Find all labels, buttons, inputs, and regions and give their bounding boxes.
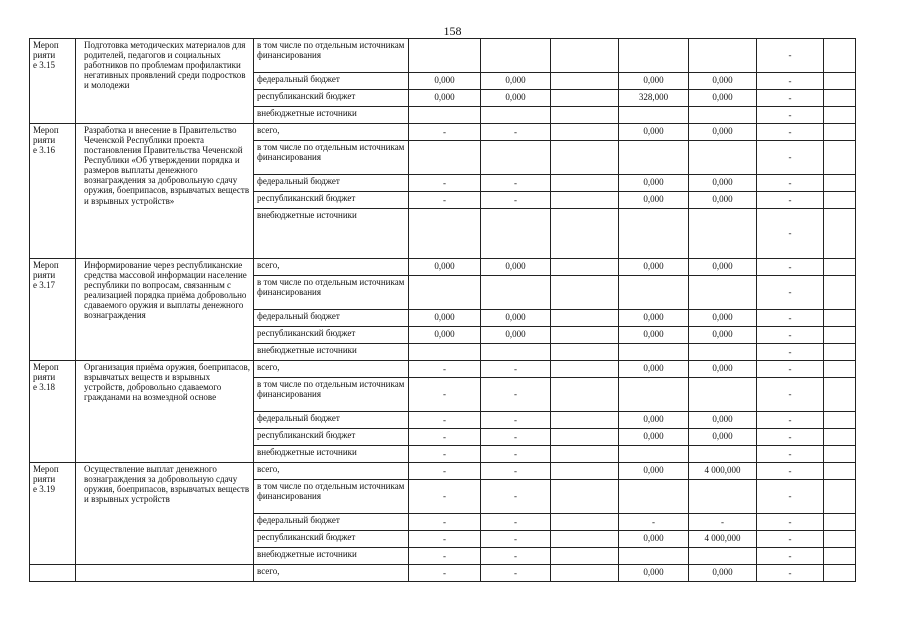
measure-description: Информирование через республиканские средства массовой информации население республики по вопросам, связанным с реализацией порядка приёма добровольно сдаваемого оружия и выплаты денежного вознаграждения [76,259,254,361]
value-cell: - [757,463,824,480]
value-cell [551,192,619,209]
value-cell: 0,000 [409,90,481,107]
funding-source: внебюджетные источники [254,209,409,259]
value-cell: 0,000 [619,259,689,276]
value-cell: 4 000,000 [689,531,757,548]
value-cell [689,276,757,310]
value-cell: 0,000 [689,192,757,209]
value-cell: - [409,531,481,548]
measure-description [76,565,254,582]
table-body [30,39,856,582]
value-cell [824,107,856,124]
value-cell: - [757,327,824,344]
value-cell [481,276,551,310]
value-cell [619,378,689,412]
value-cell: - [757,531,824,548]
value-cell [551,378,619,412]
funding-source: в том числе по отдельным источникам финансирования [254,141,409,175]
value-cell [824,259,856,276]
value-cell: - [409,378,481,412]
value-cell [824,276,856,310]
value-cell [551,463,619,480]
value-cell: - [619,514,689,531]
value-cell: 0,000 [619,463,689,480]
value-cell [551,141,619,175]
value-cell: - [409,412,481,429]
funding-source: всего, [254,463,409,480]
value-cell [824,446,856,463]
value-cell [619,548,689,565]
value-cell [551,480,619,514]
value-cell [824,192,856,209]
budget-table [29,38,856,582]
value-cell: 0,000 [619,565,689,582]
funding-source: федеральный бюджет [254,412,409,429]
value-cell: - [481,412,551,429]
measure-description: Подготовка методических материалов для родителей, педагогов и социальных работников по проблемам профилактики негативных проявлений среди подростков и молодежи [76,39,254,124]
value-cell: - [757,209,824,259]
value-cell [619,107,689,124]
value-cell: - [481,565,551,582]
value-cell: - [757,276,824,310]
value-cell [689,209,757,259]
value-cell [689,446,757,463]
value-cell [551,565,619,582]
value-cell [551,361,619,378]
value-cell: - [409,124,481,141]
value-cell [689,39,757,73]
value-cell: - [481,480,551,514]
value-cell: 0,000 [619,327,689,344]
value-cell: 0,000 [689,565,757,582]
value-cell: - [757,412,824,429]
value-cell [619,480,689,514]
value-cell [824,141,856,175]
value-cell: - [409,175,481,192]
value-cell: - [409,361,481,378]
value-cell [551,514,619,531]
value-cell: - [757,378,824,412]
value-cell [551,73,619,90]
value-cell [824,480,856,514]
value-cell [551,446,619,463]
table-row [30,361,856,378]
value-cell [551,548,619,565]
value-cell [824,565,856,582]
value-cell [551,124,619,141]
funding-source: внебюджетные источники [254,446,409,463]
value-cell [481,141,551,175]
value-cell: 0,000 [409,310,481,327]
value-cell [551,39,619,73]
value-cell [481,107,551,124]
value-cell [824,378,856,412]
value-cell: - [409,463,481,480]
value-cell [551,531,619,548]
funding-source: республиканский бюджет [254,429,409,446]
value-cell [824,73,856,90]
value-cell: - [757,90,824,107]
value-cell: 0,000 [481,259,551,276]
value-cell [824,412,856,429]
value-cell: - [757,259,824,276]
value-cell [824,531,856,548]
table-row [30,259,856,276]
value-cell [551,175,619,192]
value-cell [409,107,481,124]
value-cell: - [481,378,551,412]
value-cell [409,141,481,175]
value-cell [551,107,619,124]
value-cell [824,429,856,446]
value-cell: 0,000 [619,192,689,209]
value-cell: - [757,548,824,565]
value-cell: - [757,514,824,531]
funding-source: в том числе по отдельным источникам финансирования [254,480,409,514]
value-cell: 0,000 [481,310,551,327]
value-cell [551,429,619,446]
funding-source: внебюджетные источники [254,548,409,565]
value-cell [551,209,619,259]
value-cell [619,276,689,310]
value-cell: 0,000 [481,73,551,90]
value-cell [689,344,757,361]
value-cell [824,310,856,327]
value-cell: - [757,192,824,209]
value-cell [619,141,689,175]
table-row [30,565,856,582]
measure-code: Мероп рияти е 3.15 [30,39,76,124]
measure-code [30,565,76,582]
value-cell: - [757,124,824,141]
measure-code: Мероп рияти е 3.18 [30,361,76,463]
funding-source: республиканский бюджет [254,90,409,107]
value-cell [481,39,551,73]
value-cell: - [481,361,551,378]
value-cell: - [409,514,481,531]
value-cell: - [409,565,481,582]
value-cell [824,344,856,361]
value-cell [551,276,619,310]
value-cell: - [409,480,481,514]
value-cell: - [481,531,551,548]
funding-source: всего, [254,124,409,141]
funding-source: внебюджетные источники [254,107,409,124]
value-cell [689,141,757,175]
value-cell [551,327,619,344]
funding-source: в том числе по отдельным источникам финансирования [254,39,409,73]
value-cell: 0,000 [689,327,757,344]
value-cell: 0,000 [689,124,757,141]
funding-source: внебюджетные источники [254,344,409,361]
funding-source: федеральный бюджет [254,175,409,192]
value-cell: - [757,565,824,582]
value-cell [481,344,551,361]
value-cell: 0,000 [619,531,689,548]
value-cell [824,124,856,141]
value-cell: - [757,480,824,514]
value-cell: 4 000,000 [689,463,757,480]
value-cell: - [757,175,824,192]
funding-source: федеральный бюджет [254,310,409,327]
value-cell: - [481,124,551,141]
value-cell: - [689,514,757,531]
funding-source: республиканский бюджет [254,531,409,548]
funding-source: республиканский бюджет [254,192,409,209]
measure-description: Осуществление выплат денежного вознаграждения за добровольную сдачу оружия, боеприпасов, взрывчатых веществ и взрывных устройств [76,463,254,565]
value-cell: - [481,429,551,446]
value-cell: - [481,175,551,192]
funding-source: республиканский бюджет [254,327,409,344]
value-cell: - [409,548,481,565]
value-cell [551,344,619,361]
value-cell: - [481,192,551,209]
value-cell: 0,000 [481,327,551,344]
value-cell: 0,000 [689,90,757,107]
value-cell [689,107,757,124]
funding-source: федеральный бюджет [254,514,409,531]
measure-code: Мероп рияти е 3.19 [30,463,76,565]
value-cell: - [409,429,481,446]
funding-source: всего, [254,361,409,378]
value-cell [824,175,856,192]
table-row [30,124,856,141]
value-cell: - [409,192,481,209]
value-cell [619,446,689,463]
value-cell: 0,000 [409,259,481,276]
value-cell: - [757,107,824,124]
funding-source: всего, [254,259,409,276]
value-cell [824,39,856,73]
value-cell [619,344,689,361]
measure-description: Разработка и внесение в Правительство Чеченской Республики проекта постановления Правительства Чеченской Республики «Об утверждении порядка и размеров выплаты денежного вознаграждения за добровольную сдачу оружия, боеприпасов, взрывчатых веществ и взрывных устройств» [76,124,254,259]
value-cell [824,90,856,107]
value-cell [824,327,856,344]
value-cell: 328,000 [619,90,689,107]
value-cell: 0,000 [409,73,481,90]
table-row [30,463,856,480]
value-cell [824,361,856,378]
value-cell: 0,000 [619,361,689,378]
value-cell: - [757,310,824,327]
value-cell: 0,000 [619,429,689,446]
value-cell [409,39,481,73]
value-cell: - [757,361,824,378]
value-cell: 0,000 [481,90,551,107]
value-cell: 0,000 [689,73,757,90]
value-cell [619,39,689,73]
value-cell: 0,000 [689,361,757,378]
value-cell [551,412,619,429]
value-cell: 0,000 [689,412,757,429]
value-cell [824,514,856,531]
value-cell: 0,000 [619,412,689,429]
value-cell: - [757,73,824,90]
value-cell [619,209,689,259]
value-cell: 0,000 [619,310,689,327]
value-cell: 0,000 [689,175,757,192]
value-cell [409,276,481,310]
value-cell: - [757,141,824,175]
value-cell: 0,000 [689,310,757,327]
measure-description: Организация приёма оружия, боеприпасов, взрывчатых веществ и взрывных устройств, добровольно сдаваемого гражданами на возмездной основе [76,361,254,463]
value-cell [689,480,757,514]
measure-code: Мероп рияти е 3.17 [30,259,76,361]
funding-source: в том числе по отдельным источникам финансирования [254,276,409,310]
value-cell: 0,000 [619,175,689,192]
value-cell: - [481,548,551,565]
measure-code: Мероп рияти е 3.16 [30,124,76,259]
value-cell: 0,000 [689,429,757,446]
value-cell: - [757,429,824,446]
value-cell: - [757,446,824,463]
table-row [30,39,856,73]
value-cell [551,259,619,276]
funding-source: в том числе по отдельным источникам финансирования [254,378,409,412]
value-cell: - [757,39,824,73]
value-cell [409,209,481,259]
value-cell [409,344,481,361]
value-cell: 0,000 [409,327,481,344]
value-cell: - [481,463,551,480]
value-cell: 0,000 [689,259,757,276]
funding-source: федеральный бюджет [254,73,409,90]
value-cell: - [481,514,551,531]
value-cell: - [757,344,824,361]
value-cell [824,548,856,565]
value-cell [481,209,551,259]
value-cell [551,310,619,327]
value-cell [824,463,856,480]
value-cell: 0,000 [619,73,689,90]
value-cell [551,90,619,107]
value-cell: 0,000 [619,124,689,141]
value-cell [824,209,856,259]
value-cell: - [409,446,481,463]
value-cell: - [481,446,551,463]
value-cell [689,378,757,412]
page-number: 158 [443,24,462,38]
value-cell [689,548,757,565]
funding-source: всего, [254,565,409,582]
